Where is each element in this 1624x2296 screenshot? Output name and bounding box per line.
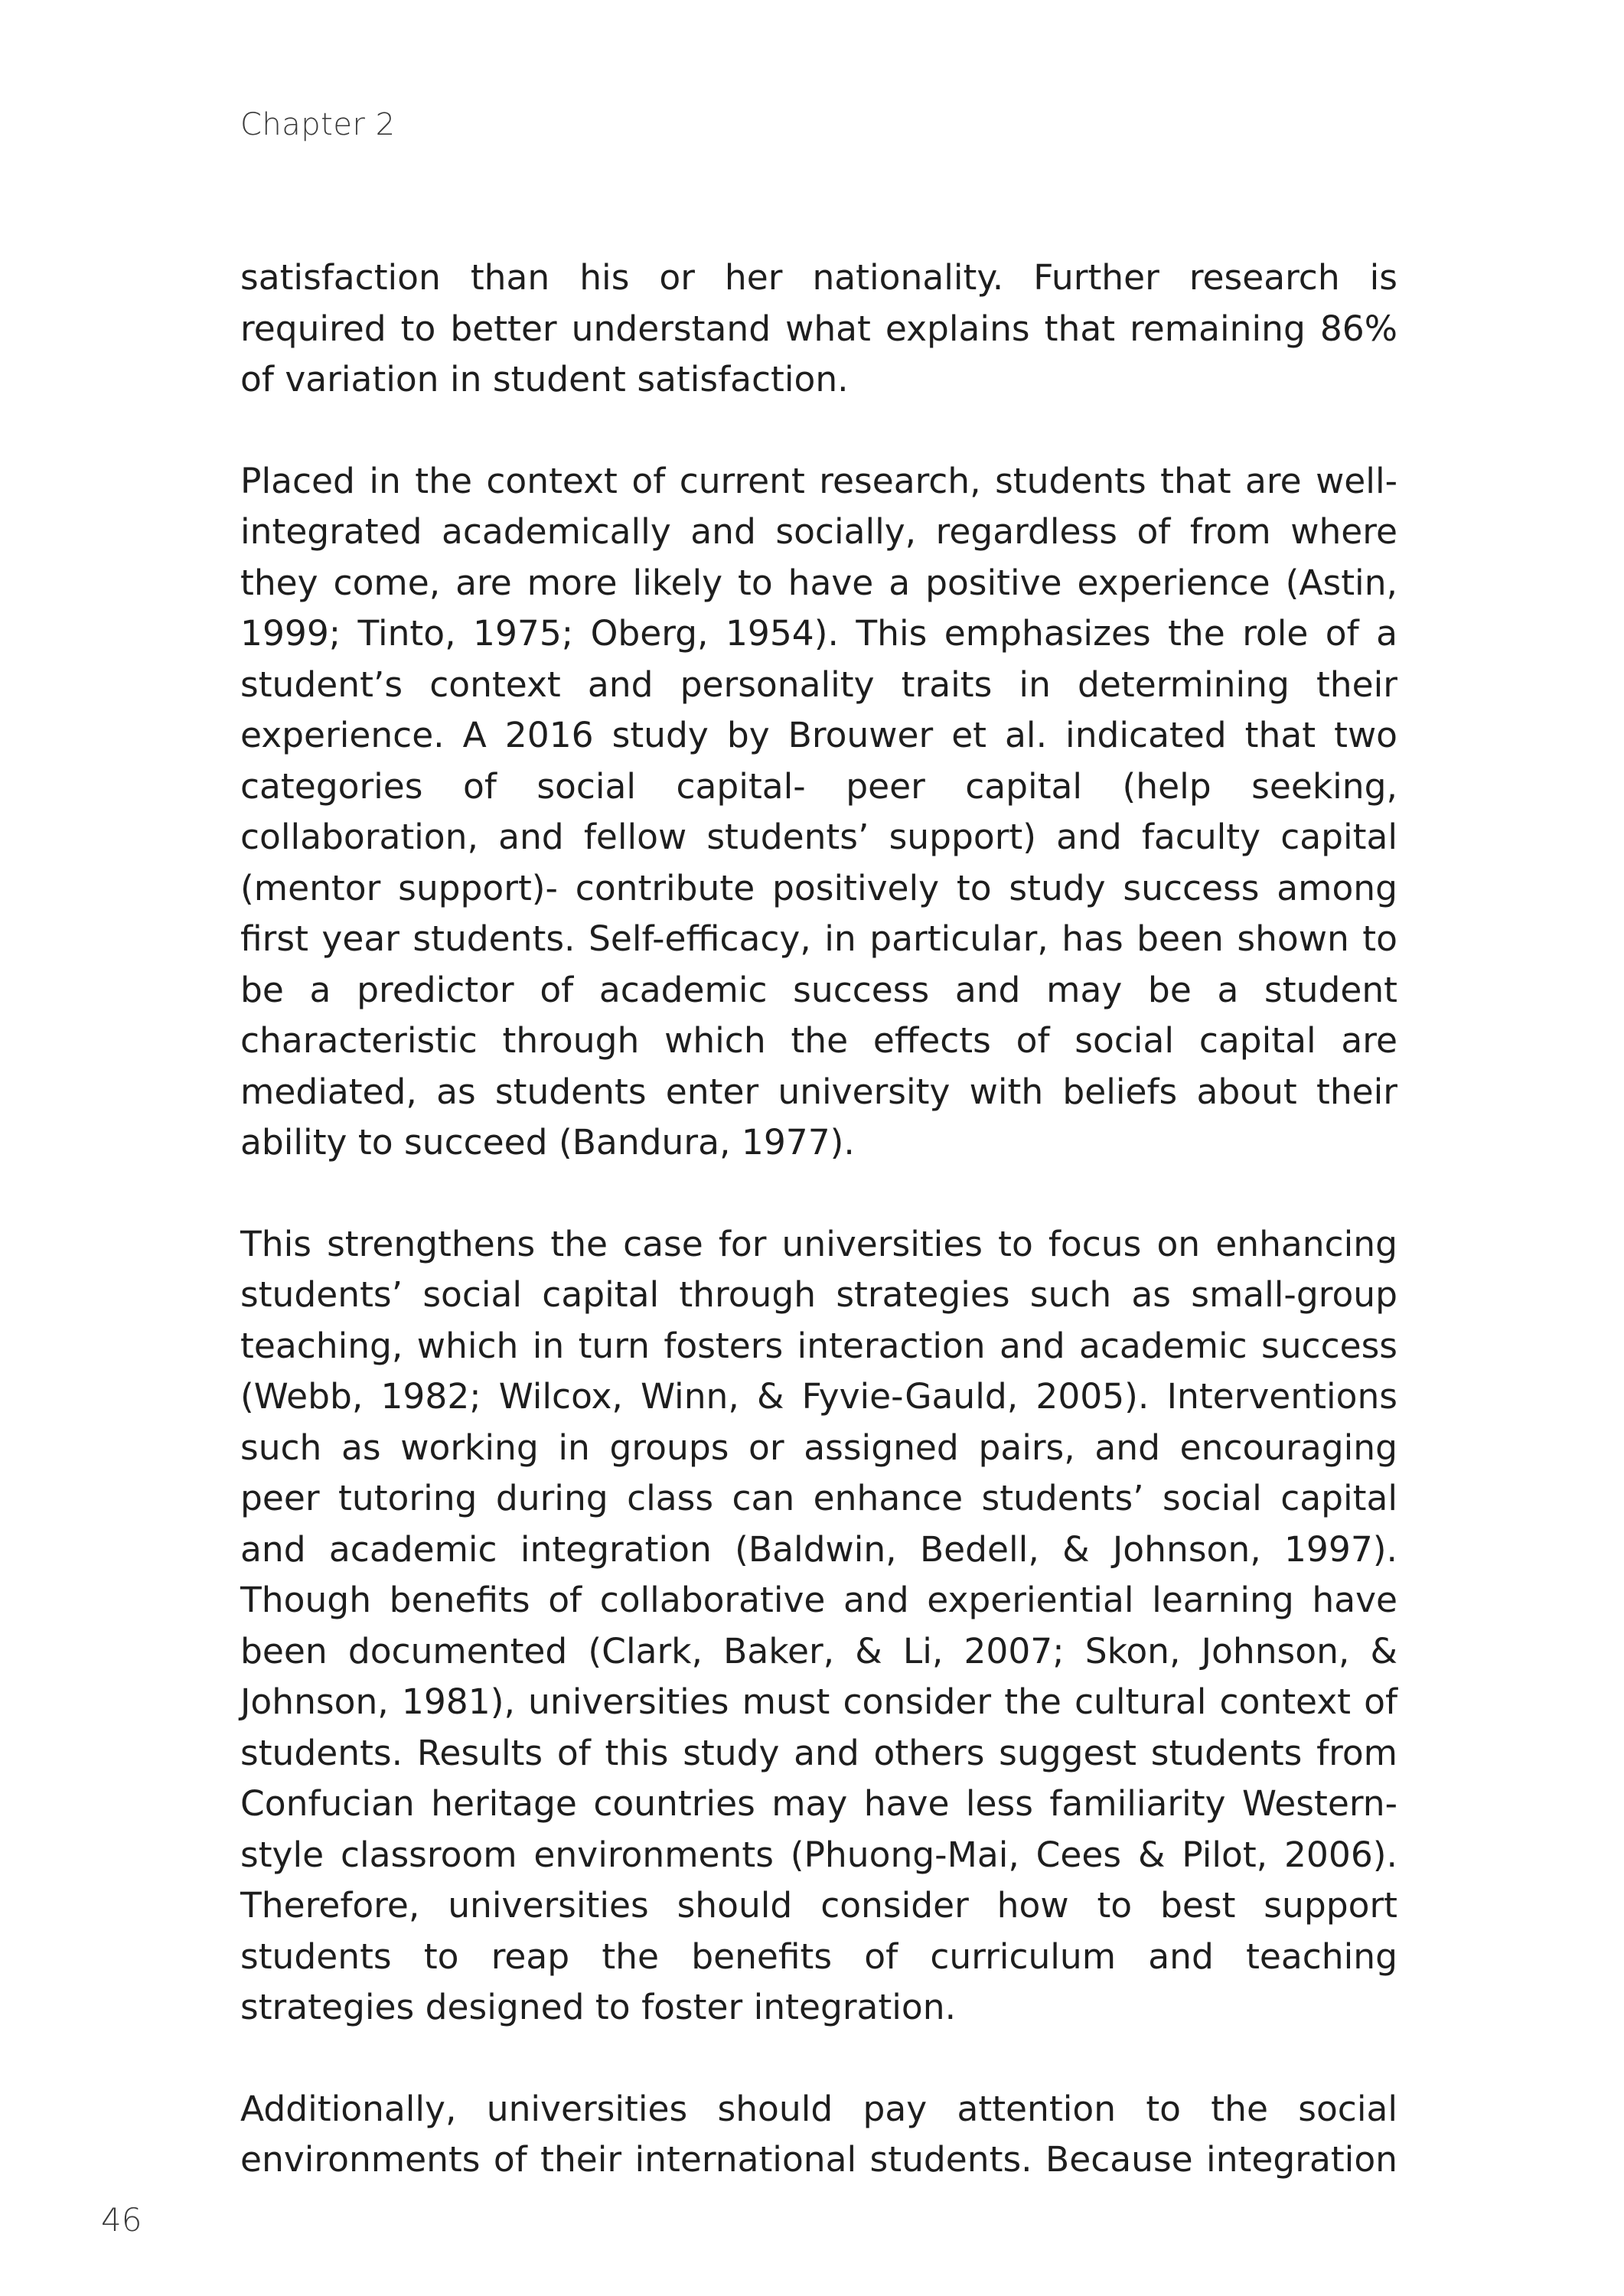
paragraph: This strengthens the case for universities to focus on enhancing students’ social capital through strategies such as small-group teaching, which in turn fosters interaction and academic success (Webb, 1982; Wilcox, Winn, & Fyvie-Gauld, 2005). Interventions such as working in groups or assigned pairs, and encouraging peer tutoring during class can enhance students’ social capital and academic integration (Baldwin, Bedell, & Johnson, 1997). Though benefits of collaborative and experiential learning have been documented (Clark, Baker, & Li, 2007; Skon, Johnson, & Johnson, 1981), universities must consider the cultural context of students. Results of this study and others suggest students from Confucian heritage countries may have less familiarity Western-style classroom environments (Phuong-Mai, Cees & Pilot, 2006). Therefore, universities should consider how to best support students to reap the benefits of curriculum and teaching strategies designed to foster integration.	[240, 1223, 1397, 2027]
page-number: 46	[101, 2201, 142, 2239]
running-header: Chapter 2	[240, 107, 396, 142]
paragraph: Placed in the context of current research, students that are well-integrated academically and socially, regardless of from where they come, are more likely to have a positive experience (Astin, 1999; Tinto, 1975; Oberg, 1954). This emphasizes the role of a student’s context and personality traits in determining their experience. A 2016 study by Brouwer et al. indicated that two categories of social capital- peer capital (help seeking, collaboration, and fellow students’ support) and faculty capital (mentor support)- contribute positively to study success among first year students. Self-efficacy, in particular, has been shown to be a predictor of academic success and may be a student characteristic through which the effects of social capital are mediated, as students enter university with beliefs about their ability to succeed (Bandura, 1977).	[240, 460, 1397, 1163]
paragraph: Additionally, universities should pay attention to the social environments of their international students. Because integration	[240, 2088, 1397, 2180]
body-text	[240, 253, 1397, 2236]
paragraph: satisfaction than his or her nationality. Further research is required to better understand what explains that remaining 86% of variation in student satisfaction.	[240, 257, 1397, 400]
